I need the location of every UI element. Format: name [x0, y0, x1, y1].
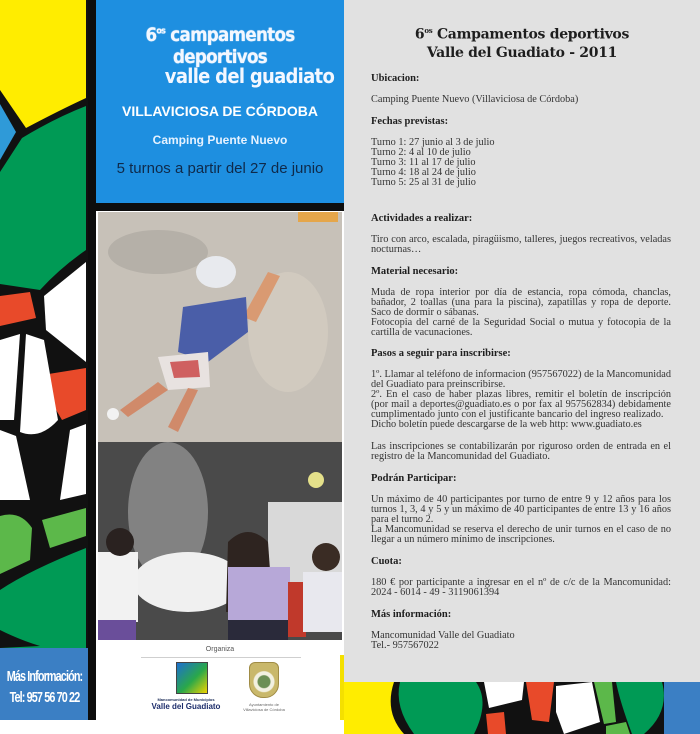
document-title-line1	[344, 22, 700, 44]
poster-header	[96, 0, 344, 203]
section-text-actividades: Tiro con arco, escalada, piragüismo, talleres, juegos recreativos, veladas nocturnas…	[371, 234, 671, 255]
section-heading-participar: Podrán Participar:	[371, 473, 457, 484]
section-text-participar	[371, 495, 671, 545]
document-title	[344, 22, 700, 62]
ayuntamiento-caption-line1: Ayuntamiento de	[249, 702, 279, 707]
section-text-ubicacion: Camping Puente Nuevo (Villaviciosa de Córdoba)	[371, 94, 579, 105]
ayuntamiento-crest-logo	[249, 662, 279, 698]
poster-title-line2: valle del guadiato	[164, 64, 334, 88]
ordinal-suffix: os	[156, 26, 166, 37]
contact-organization: Mancomunidad Valle del Guadiato	[371, 630, 515, 641]
info-document-panel	[344, 0, 700, 682]
ayuntamiento-caption-line2: Villaviciosa de Córdoba	[243, 707, 285, 712]
section-heading-material: Material necesario:	[371, 266, 459, 277]
document-body	[371, 74, 671, 663]
mancomunidad-logo-subtitle: Mancomunidad de Municipios	[157, 697, 215, 702]
paragraph: Un máximo de 40 participantes por turno de entre 9 y 12 años para los turnos 1, 3, 4 y 5 y un máximo de 40 participantes de entre 13 y 16 años para el turno 2.	[371, 494, 671, 525]
divider	[96, 203, 344, 211]
bottom-margin	[0, 720, 344, 734]
list-item: Turno 5: 25 al 31 de julio	[371, 177, 476, 188]
mancomunidad-logo-name: Valle del Guadiato	[151, 702, 221, 711]
step-2: 2º. En el caso de haber plazas libres, remitir el boletín de inscripción (por mail a deportes@guadiato.es o por fax al 957562834) debidamente cumplimentado junto con el justificante bancario del ingreso realizado.	[371, 389, 671, 420]
step-1: 1º. Llamar al teléfono de informacion (957567022) de la Mancomunidad del Guadiato para preinscribirse.	[371, 369, 671, 390]
decorative-mosaic-left	[0, 0, 88, 720]
stained-glass-mosaic-graphic	[0, 0, 88, 720]
organizers-panel	[96, 640, 344, 720]
ordinal-suffix: os	[424, 26, 433, 35]
section-heading-actividades: Actividades a realizar:	[371, 213, 473, 224]
decorative-mosaic-bottom	[344, 682, 700, 734]
download-note: Dicho boletín puede descargarse de la web http: www.guadiato.es	[371, 419, 642, 430]
organizers-label: Organiza	[205, 646, 235, 653]
paragraph: Fotocopia del carné de la Seguridad Social o mutua y fotocopia de la cartilla de vacunaciones.	[371, 317, 671, 338]
more-info-box	[0, 648, 88, 720]
more-info-label: Más Información:	[6, 668, 82, 685]
section-heading-pasos: Pasos a seguir para inscribirse:	[371, 348, 511, 359]
poster-turnos-banner: 5 turnos a partir del 27 de junio	[116, 160, 324, 177]
poster-camping: Camping Puente Nuevo	[152, 133, 288, 147]
divider	[141, 657, 301, 658]
contact-phone: Tel.- 957567022	[371, 640, 439, 651]
ordinal-number: 6	[414, 26, 425, 43]
list-item: Turno 3: 11 al 17 de julio	[371, 157, 476, 168]
section-heading-fechas: Fechas previstas:	[371, 116, 449, 127]
list-item: Turno 2: 4 al 10 de julio	[371, 147, 471, 158]
section-text-pasos	[371, 370, 671, 430]
section-heading-mas-info: Más información:	[371, 609, 452, 620]
more-info-phone: Tel: 957 56 70 22	[9, 689, 79, 706]
stained-glass-mosaic-graphic	[344, 682, 700, 734]
mancomunidad-logo	[176, 662, 208, 694]
paragraph: La Mancomunidad se reserva el derecho de unir turnos en el caso de no llegar a un número mínimo de inscripciones.	[371, 524, 671, 545]
poster-title-line1	[111, 24, 329, 68]
ordinal-number: 6	[145, 24, 157, 46]
climbing-photo	[98, 212, 342, 442]
registration-order-note: Las inscripciones se contabilizarán por riguroso orden de entrada en el registro de la Mancomunidad del Guadiato.	[371, 441, 671, 462]
document-title-line2: Valle del Guadiato - 2011	[426, 44, 618, 61]
divider	[88, 0, 96, 720]
section-text-cuota: 180 € por participante a ingresar en el nº de c/c de la Mancomunidad: 2024 - 6014 - 49 - 3119061394	[371, 577, 671, 598]
section-heading-cuota: Cuota:	[371, 556, 402, 567]
paragraph: Muda de ropa interior por día de estancia, ropa cómoda, chanclas, bañador, 2 toallas (una para la piscina), zapatillas y ropa de deporte. Saco de dormir o sábanas.	[371, 287, 671, 318]
title-text: Campamentos deportivos	[432, 26, 630, 43]
water-play-photo	[98, 442, 342, 640]
title-text: campamentos deportivos	[165, 24, 295, 68]
section-list-fechas	[371, 138, 671, 188]
list-item: Turno 1: 27 junio al 3 de julio	[371, 137, 495, 148]
children-water-illustration	[98, 442, 342, 640]
ayuntamiento-logo-caption	[226, 702, 302, 712]
section-heading-ubicacion: Ubicacion:	[371, 73, 420, 84]
list-item: Turno 4: 18 al 24 de julio	[371, 167, 476, 178]
poster-town: VILLAVICIOSA DE CÓRDOBA	[121, 103, 318, 119]
section-text-material	[371, 288, 671, 338]
section-text-mas-info	[371, 631, 671, 651]
climbing-child-illustration	[98, 212, 342, 442]
